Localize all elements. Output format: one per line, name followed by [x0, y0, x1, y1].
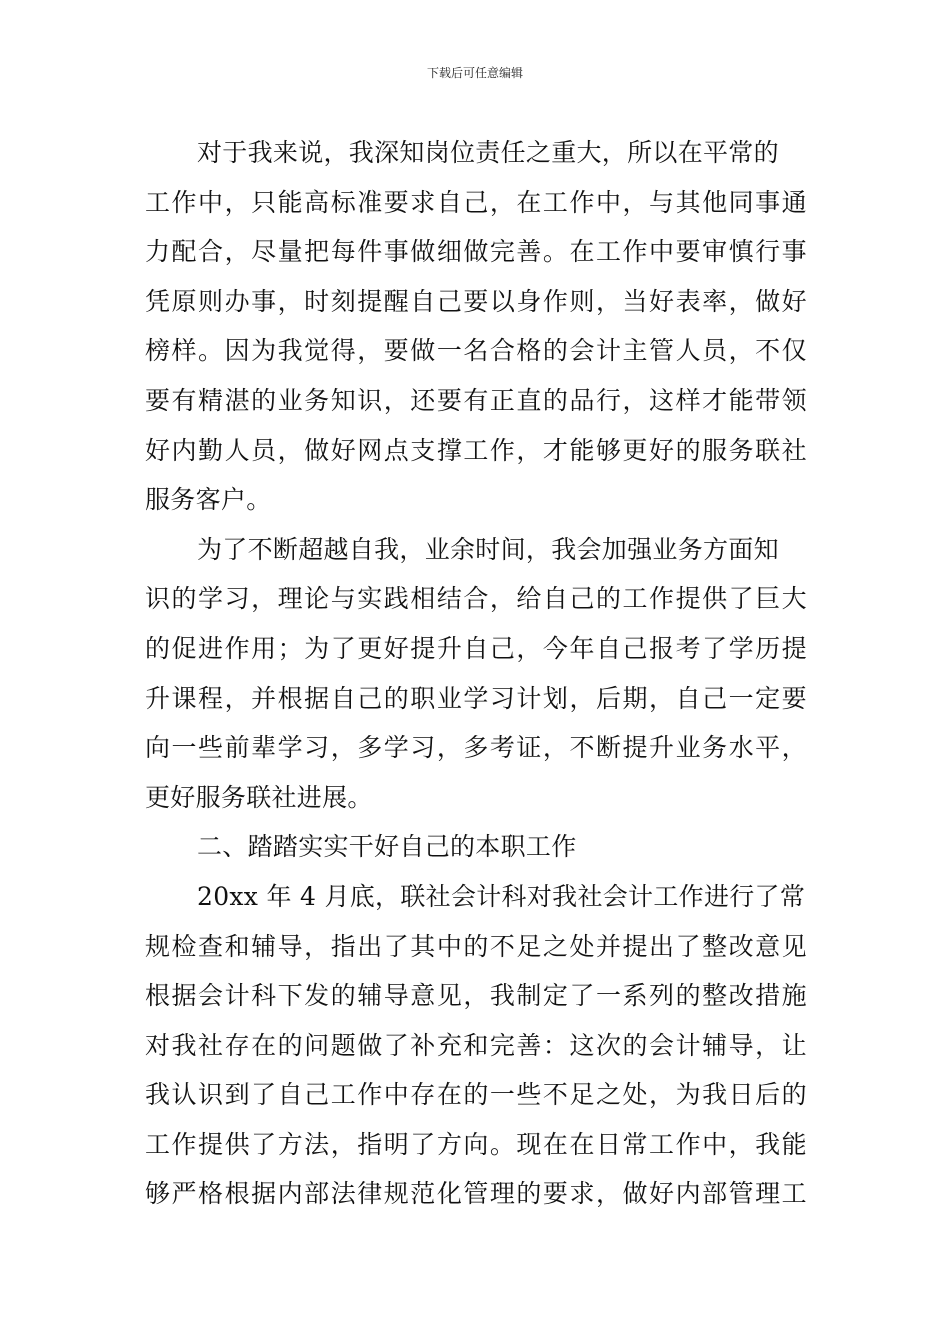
page-header: 下载后可任意编辑	[426, 66, 523, 80]
paragraph-line: 为了不断超越自我，业余时间，我会加强业务方面知	[197, 534, 779, 564]
paragraph-line: 力配合，尽量把每件事做细做完善。在工作中要审慎行事	[145, 237, 807, 267]
document-body	[145, 128, 807, 1219]
paragraph-line: 工作中，只能高标准要求自己，在工作中，与其他同事通	[145, 187, 807, 217]
paragraph-line: 对于我来说，我深知岗位责任之重大，所以在平常的	[197, 138, 779, 167]
paragraph-line: 更好服务联社进展。	[145, 782, 373, 812]
paragraph-line: 要有精湛的业务知识，还要有正直的品行，这样才能带领	[145, 385, 807, 415]
paragraph-line: 识的学习，理论与实践相结合，给自己的工作提供了巨大	[145, 584, 807, 614]
paragraph-line: 好内勤人员，做好网点支撑工作，才能够更好的服务联社	[145, 435, 807, 465]
paragraph-line: 榜样。因为我觉得，要做一名合格的会计主管人员，不仅	[145, 336, 807, 366]
paragraph-line: 我认识到了自己工作中存在的一些不足之处，为我日后的	[145, 1080, 807, 1110]
paragraph-line: 规检查和辅导，指出了其中的不足之处并提出了整改意见	[145, 931, 807, 961]
paragraph-line: 服务客户。	[145, 485, 272, 515]
section-heading: 二、踏踏实实干好自己的本职工作	[197, 832, 577, 862]
paragraph-line: 向一些前辈学习，多学习，多考证，不断提升业务水平，	[145, 733, 807, 763]
paragraph-line: 升课程，并根据自己的职业学习计划，后期，自己一定要	[145, 683, 807, 713]
paragraph-line: 工作提供了方法，指明了方向。现在在日常工作中，我能	[145, 1129, 807, 1159]
paragraph-line: 对我社存在的问题做了补充和完善：这次的会计辅导，让	[145, 1030, 807, 1060]
paragraph-line: 根据会计科下发的辅导意见，我制定了一系列的整改措施	[145, 981, 807, 1011]
paragraph-line: 的促进作用；为了更好提升自己，今年自己报考了学历提	[145, 633, 807, 663]
paragraph-line: 凭原则办事，时刻提醒自己要以身作则，当好表率，做好	[145, 286, 807, 316]
paragraph-line: 20xx 年 4 月底，联社会计科对我社会计工作进行了常	[197, 881, 806, 911]
paragraph-line: 够严格根据内部法律规范化管理的要求，做好内部管理工	[145, 1179, 807, 1209]
